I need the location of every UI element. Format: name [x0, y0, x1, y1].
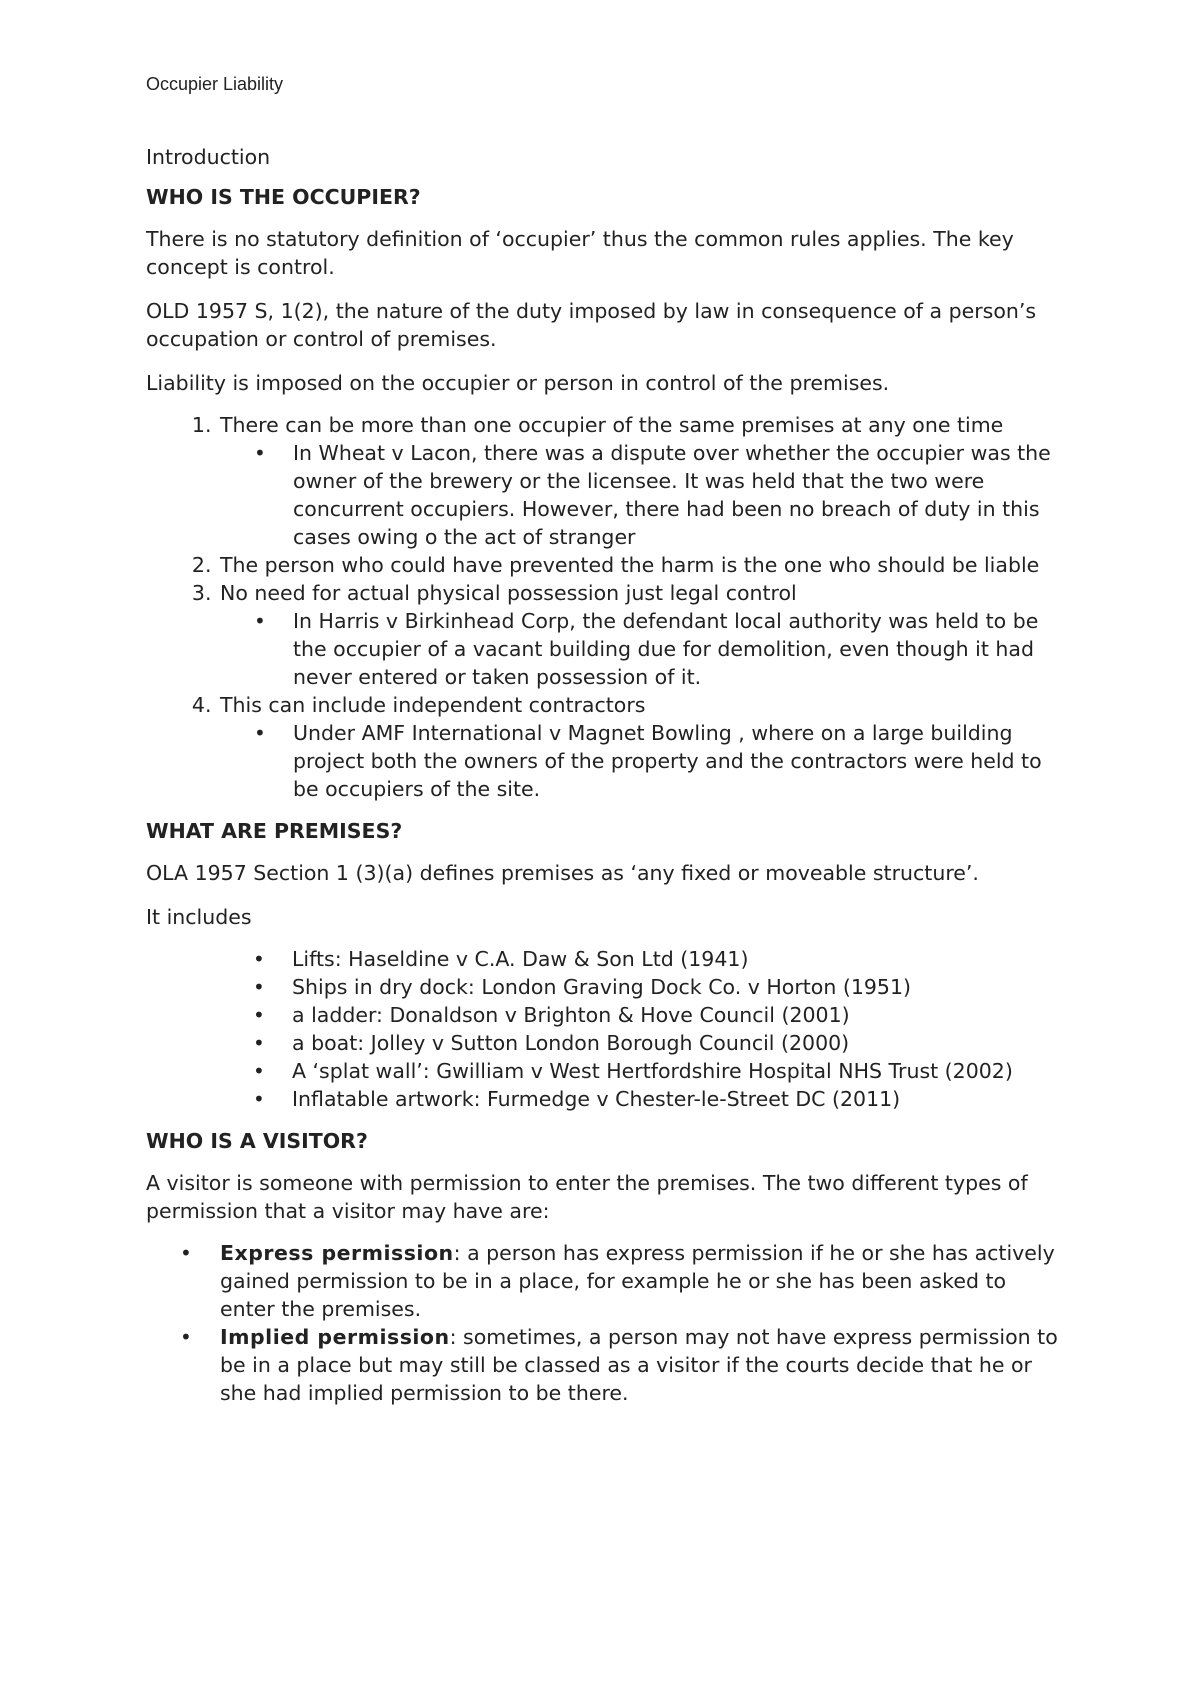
numbered-list	[146, 411, 1066, 803]
list-item-text: No need for actual physical possession just legal control	[220, 581, 797, 605]
premises-list-item	[253, 973, 1066, 1001]
paragraph: A visitor is someone with permission to enter the premises. The two different types of permission that a visitor may have are:	[146, 1171, 1028, 1223]
permission-term: Express permission	[220, 1241, 454, 1265]
list-item-text: The person who could have prevented the harm is the one who should be liable	[220, 553, 1040, 577]
page-header: Occupier Liability	[146, 74, 284, 94]
list-item	[218, 411, 1066, 551]
sub-list-item	[254, 439, 1066, 551]
premises-item-text: A ‘splat wall’: Gwilliam v West Hertfordshire Hospital NHS Trust (2002)	[292, 1059, 1013, 1083]
permission-text: : sometimes, a person may not have express permission to be in a place but may still be classed as a visitor if the courts decide that he or she had implied permission to be there.	[220, 1325, 1058, 1405]
bullet-icon: •	[253, 1059, 265, 1083]
sub-list-item-text: In Wheat v Lacon, there was a dispute over whether the occupier was the owner of the brewery or the licensee. It was held that the two were concurrent occupiers. However, there had been no breach of duty in this cases owing o the act of stranger	[293, 441, 1051, 549]
list-item	[218, 551, 1066, 579]
paragraph: It includes	[146, 905, 252, 929]
premises-list	[146, 945, 1066, 1113]
sub-list-item-text: Under AMF International v Magnet Bowling , where on a large building project both the owners of the property and the contractors were held to be occupiers of the site.	[293, 721, 1042, 801]
section-heading-premises: WHAT ARE PREMISES?	[146, 819, 403, 843]
permission-term: Implied permission	[220, 1325, 450, 1349]
document-body	[146, 143, 1066, 1407]
permission-list	[146, 1239, 1066, 1407]
premises-list-item	[253, 1057, 1066, 1085]
section-heading-visitor: WHO IS A VISITOR?	[146, 1129, 368, 1153]
premises-item-text: a boat: Jolley v Sutton London Borough Council (2000)	[292, 1031, 850, 1055]
premises-list-item	[253, 1001, 1066, 1029]
sub-list-item	[254, 719, 1066, 803]
premises-item-text: Inflatable artwork: Furmedge v Chester-le-Street DC (2011)	[292, 1087, 901, 1111]
premises-item-text: a ladder: Donaldson v Brighton & Hove Council (2001)	[292, 1003, 850, 1027]
bullet-icon: •	[254, 721, 266, 745]
bullet-icon: •	[253, 1003, 265, 1027]
section-heading-occupier: WHO IS THE OCCUPIER?	[146, 185, 421, 209]
list-item-text: This can include independent contractors	[220, 693, 646, 717]
list-item	[218, 579, 1066, 691]
bullet-icon: •	[253, 947, 265, 971]
bullet-icon: •	[254, 609, 266, 633]
list-item	[218, 691, 1066, 803]
sub-list	[220, 439, 1066, 551]
permission-list-item	[180, 1239, 1066, 1323]
intro-line: Introduction	[146, 145, 271, 169]
premises-item-text: Ships in dry dock: London Graving Dock Co. v Horton (1951)	[292, 975, 912, 999]
permission-list-item	[180, 1323, 1066, 1407]
list-item-text: There can be more than one occupier of the same premises at any one time	[220, 413, 1004, 437]
paragraph: OLD 1957 S, 1(2), the nature of the duty imposed by law in consequence of a person’s occupation or control of premises.	[146, 299, 1037, 351]
bullet-icon: •	[253, 1087, 265, 1111]
bullet-icon: •	[180, 1325, 192, 1349]
premises-list-item	[253, 945, 1066, 973]
sub-list-item	[254, 607, 1066, 691]
bullet-icon: •	[180, 1241, 192, 1265]
paragraph: There is no statutory definition of ‘occupier’ thus the common rules applies. The key concept is control.	[146, 227, 1014, 279]
paragraph: Liability is imposed on the occupier or person in control of the premises.	[146, 371, 890, 395]
sub-list	[220, 719, 1066, 803]
premises-list-item	[253, 1029, 1066, 1057]
sub-list	[220, 607, 1066, 691]
premises-list-item	[253, 1085, 1066, 1113]
paragraph: OLA 1957 Section 1 (3)(a) defines premises as ‘any fixed or moveable structure’.	[146, 861, 979, 885]
premises-item-text: Lifts: Haseldine v C.A. Daw & Son Ltd (1941)	[292, 947, 749, 971]
bullet-icon: •	[254, 441, 266, 465]
sub-list-item-text: In Harris v Birkinhead Corp, the defendant local authority was held to be the occupier of a vacant building due for demolition, even though it had never entered or taken possession of it.	[293, 609, 1039, 689]
bullet-icon: •	[253, 975, 265, 999]
permission-text: : a person has express permission if he or she has actively gained permission to be in a place, for example he or she has been asked to enter the premises.	[220, 1241, 1055, 1321]
bullet-icon: •	[253, 1031, 265, 1055]
